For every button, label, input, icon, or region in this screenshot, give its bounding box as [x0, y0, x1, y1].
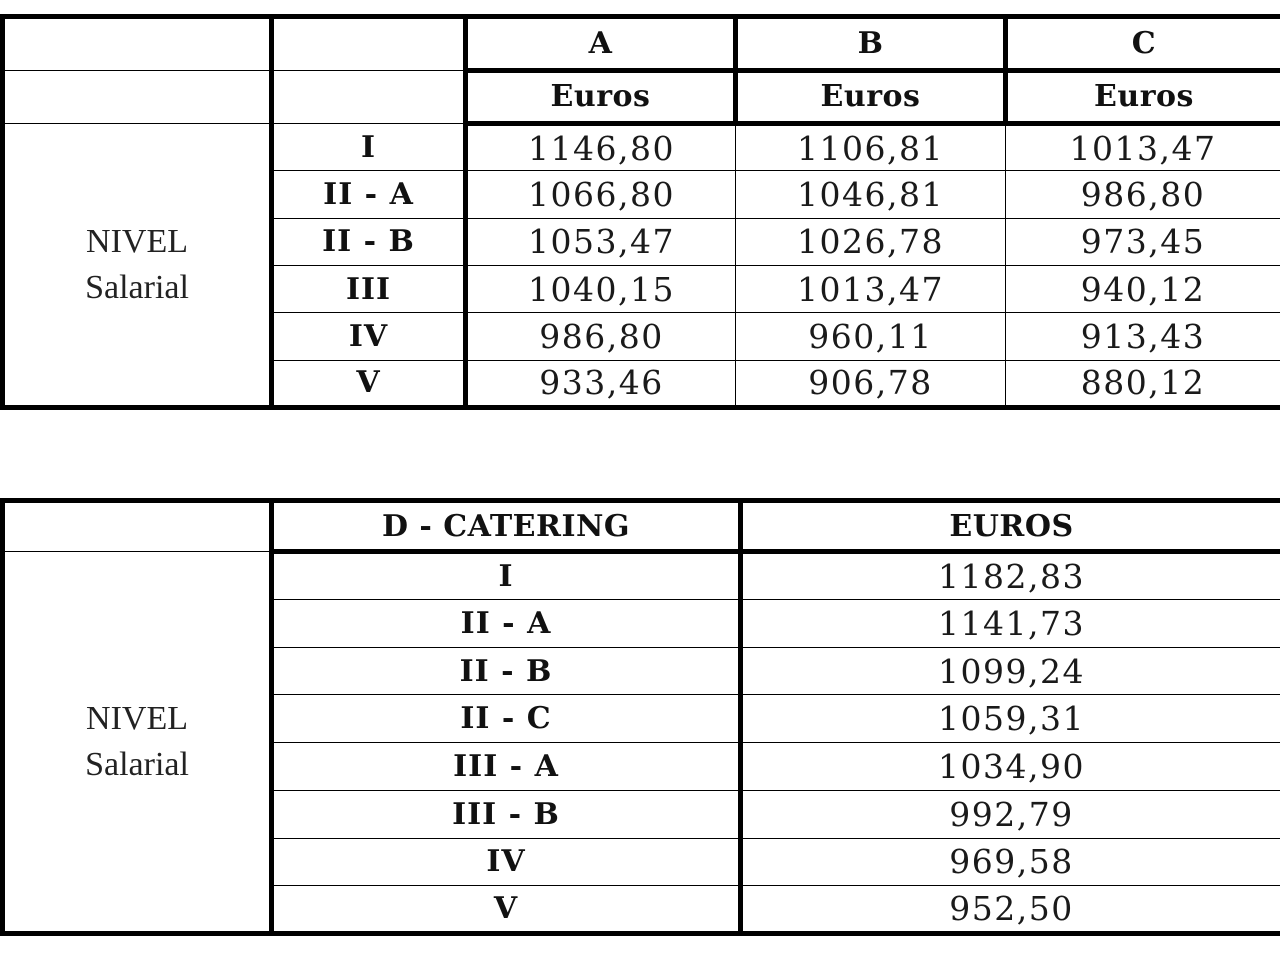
value-cell: 973,45: [1006, 218, 1280, 265]
value-cell: 1013,47: [736, 265, 1006, 312]
value-cell: 1046,81: [736, 171, 1006, 218]
value-cell: 1040,15: [466, 265, 736, 312]
side-label-line-2: Salarial: [85, 268, 189, 306]
value-cell: 1059,31: [741, 695, 1280, 743]
salary-table-catering: [0, 498, 1280, 936]
value-cell: 1106,81: [736, 124, 1006, 171]
level-cell: II - B: [272, 647, 741, 695]
level-cell: IV: [272, 313, 466, 360]
level-cell: V: [272, 360, 466, 407]
empty-cell: [272, 70, 466, 124]
side-label-line-2: Salarial: [85, 745, 189, 783]
value-cell: 992,79: [741, 790, 1280, 838]
level-cell: II - B: [272, 218, 466, 265]
column-header-b: B: [736, 17, 1006, 71]
level-cell: III - A: [272, 743, 741, 791]
value-cell: 1146,80: [466, 124, 736, 171]
value-cell: 880,12: [1006, 360, 1280, 407]
table-row: [3, 552, 1280, 600]
level-cell: III: [272, 265, 466, 312]
column-unit-b: Euros: [736, 70, 1006, 124]
value-cell: 1182,83: [741, 552, 1280, 600]
level-cell: V: [272, 886, 741, 934]
empty-cell: [3, 501, 272, 552]
empty-cell: [272, 17, 466, 71]
header-row-letters: [3, 17, 1280, 71]
level-cell: IV: [272, 838, 741, 886]
value-cell: 1053,47: [466, 218, 736, 265]
value-cell: 986,80: [466, 313, 736, 360]
side-label: [3, 552, 272, 934]
column-header-a: A: [466, 17, 736, 71]
value-cell: 1013,47: [1006, 124, 1280, 171]
value-cell: 913,43: [1006, 313, 1280, 360]
column-unit-c: Euros: [1006, 70, 1280, 124]
column-header-category: D - CATERING: [272, 501, 741, 552]
empty-cell: [3, 70, 272, 124]
column-unit-a: Euros: [466, 70, 736, 124]
level-cell: III - B: [272, 790, 741, 838]
level-cell: I: [272, 124, 466, 171]
value-cell: 960,11: [736, 313, 1006, 360]
side-label: [3, 124, 272, 408]
side-label-line-1: NIVEL: [86, 699, 188, 737]
value-cell: 1026,78: [736, 218, 1006, 265]
value-cell: 940,12: [1006, 265, 1280, 312]
column-header-unit: EUROS: [741, 501, 1280, 552]
table-row: [3, 124, 1280, 171]
value-cell: 969,58: [741, 838, 1280, 886]
value-cell: 1034,90: [741, 743, 1280, 791]
value-cell: 952,50: [741, 886, 1280, 934]
value-cell: 1066,80: [466, 171, 736, 218]
value-cell: 933,46: [466, 360, 736, 407]
level-cell: II - A: [272, 600, 741, 648]
value-cell: 986,80: [1006, 171, 1280, 218]
level-cell: I: [272, 552, 741, 600]
side-label-line-1: NIVEL: [86, 222, 188, 260]
column-header-c: C: [1006, 17, 1280, 71]
value-cell: 1099,24: [741, 647, 1280, 695]
value-cell: 906,78: [736, 360, 1006, 407]
salary-table-abc: [0, 14, 1280, 410]
level-cell: II - A: [272, 171, 466, 218]
empty-cell: [3, 17, 272, 71]
level-cell: II - C: [272, 695, 741, 743]
value-cell: 1141,73: [741, 600, 1280, 648]
header-row-units: [3, 70, 1280, 124]
header-row: [3, 501, 1280, 552]
